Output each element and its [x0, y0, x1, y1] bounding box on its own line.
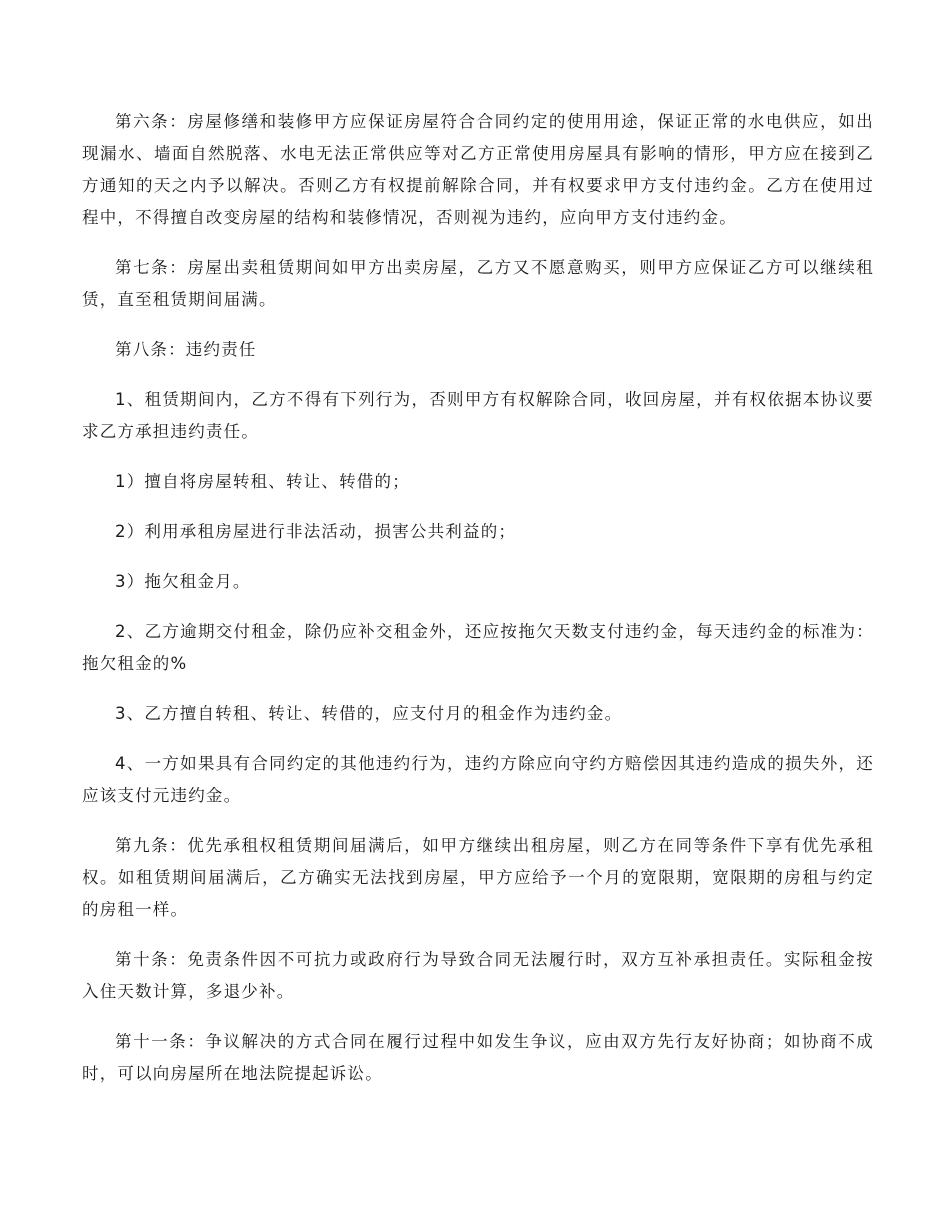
document-body [82, 106, 874, 1108]
article-7-paragraph: 第七条：房屋出卖租赁期间如甲方出卖房屋，乙方又不愿意购买，则甲方应保证乙方可以继续租赁，直至租赁期间届满。 [82, 258, 874, 309]
clause-3-paragraph: 3、乙方擅自转租、转让、转借的，应支付月的租金作为违约金。 [115, 704, 623, 723]
article-11-paragraph: 第十一条：争议解决的方式合同在履行过程中如发生争议，应由双方先行友好协商；如协商不成时，可以向房屋所在地法院提起诉讼。 [82, 1032, 874, 1083]
clause-1-item-1: 1）擅自将房屋转租、转让、转借的； [115, 472, 410, 491]
article-8-heading: 第八条：违约责任 [115, 340, 257, 359]
clause-1-item-3: 3）拖欠租金月。 [115, 572, 251, 591]
clause-1-item-2: 2）利用承租房屋进行非法活动，损害公共利益的； [115, 522, 517, 541]
article-10-paragraph: 第十条：免责条件因不可抗力或政府行为导致合同无法履行时，双方互补承担责任。实际租金按入住天数计算，多退少补。 [82, 950, 874, 1001]
clause-2-paragraph: 2、乙方逾期交付租金，除仍应补交租金外，还应按拖欠天数支付违约金，每天违约金的标准为：拖欠租金的% [82, 622, 874, 673]
clause-1-paragraph: 1、租赁期间内，乙方不得有下列行为，否则甲方有权解除合同，收回房屋，并有权依据本协议要求乙方承担违约责任。 [82, 390, 874, 441]
clause-4-paragraph: 4、一方如果具有合同约定的其他违约行为，违约方除应向守约方赔偿因其违约造成的损失外，还应该支付元违约金。 [82, 754, 874, 805]
article-9-paragraph: 第九条：优先承租权租赁期间届满后，如甲方继续出租房屋，则乙方在同等条件下享有优先承租权。如租赁期间届满后，乙方确实无法找到房屋，甲方应给予一个月的宽限期，宽限期的房租与约定的房租一样。 [82, 836, 874, 919]
article-6-paragraph: 第六条：房屋修缮和装修甲方应保证房屋符合合同约定的使用用途，保证正常的水电供应，如出现漏水、墙面自然脱落、水电无法正常供应等对乙方正常使用房屋具有影响的情形，甲方应在接到乙方通知的天之内予以解决。否则乙方有权提前解除合同，并有权要求甲方支付违约金。乙方在使用过程中，不得擅自改变房屋的结构和装修情况，否则视为违约，应向甲方支付违约金。 [82, 112, 874, 227]
